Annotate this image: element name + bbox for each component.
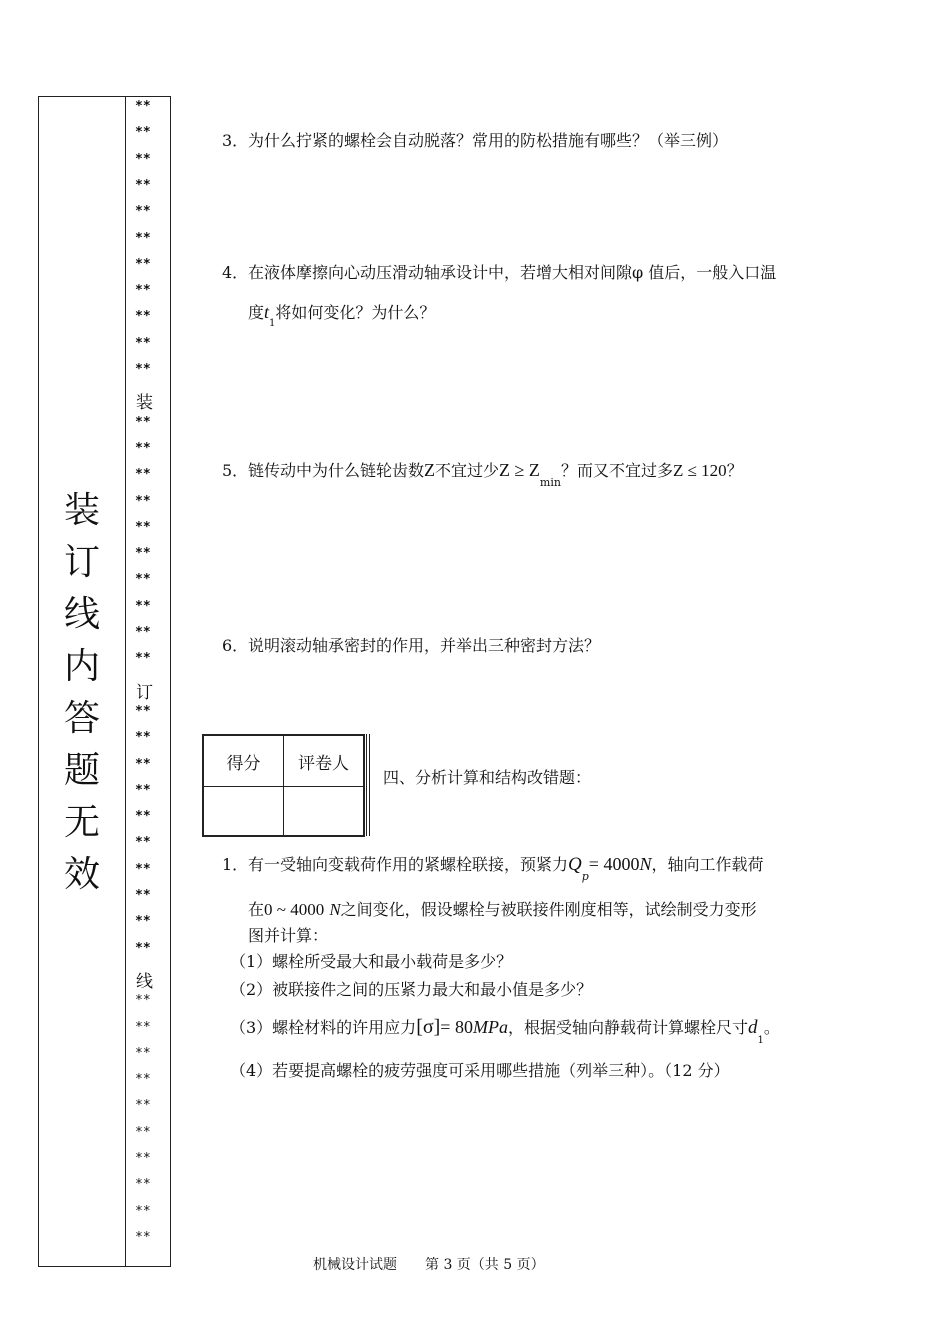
binding-star: ** <box>135 598 151 614</box>
page-footer <box>313 1254 545 1274</box>
binding-star: ** <box>135 651 151 667</box>
unit-n: N <box>329 900 341 919</box>
binding-star: ** <box>135 467 151 483</box>
binding-star: ** <box>135 125 151 141</box>
allowable-stress: [σ] <box>416 1016 441 1038</box>
load-range: 0 ~ 4000 <box>264 900 325 919</box>
question-4-line2 <box>248 300 436 329</box>
binding-mark-char: 装 <box>136 393 153 414</box>
divider-line <box>366 734 367 836</box>
binding-star: ** <box>135 204 151 220</box>
score-cell[interactable] <box>203 787 284 837</box>
question-number: 1． <box>222 855 249 874</box>
question-text: ？ <box>726 461 743 480</box>
binding-star: ** <box>135 1124 151 1140</box>
inequality-min: Z ≥ Z <box>499 460 540 480</box>
binding-star: ** <box>135 756 151 772</box>
subscript: p <box>581 870 589 883</box>
question-number: 6． <box>222 636 249 655</box>
sub-question-4: （4）若要提高螺栓的疲劳强度可采用哪些措施（列举三种）。（12 分） <box>230 1061 730 1080</box>
binding-star: ** <box>135 835 151 851</box>
question-text: 在液体摩擦向心动压滑动轴承设计中，若增大相对间隙φ 值后，一般入口温 <box>248 263 777 282</box>
score-table <box>202 734 365 837</box>
grader-header: 评卷人 <box>284 735 365 787</box>
footer-title: 机械设计试题 <box>313 1257 397 1273</box>
binding-char: 效 <box>63 854 100 895</box>
binding-star: ** <box>135 256 151 272</box>
question-6 <box>222 633 600 656</box>
question-text: 有一受轴向变载荷作用的紧螺栓联接，预紧力 <box>248 855 569 874</box>
variable-q: Q <box>568 854 582 875</box>
binding-star: ** <box>135 414 151 430</box>
binding-star: ** <box>135 1019 151 1035</box>
binding-star: ** <box>135 703 151 719</box>
binding-char: 装 <box>63 490 100 531</box>
variable-d: d <box>747 1017 758 1038</box>
binding-star: ** <box>135 1151 151 1166</box>
sub-question-3 <box>230 1015 780 1046</box>
binding-star: ** <box>135 572 151 588</box>
question-text: ，轴向工作载荷 <box>651 855 764 874</box>
unit-mpa: MPa <box>472 1017 508 1037</box>
question-text: 度 <box>248 303 265 322</box>
binding-star: ** <box>135 177 151 193</box>
binding-star: ** <box>135 335 151 351</box>
binding-star: ** <box>135 1098 151 1114</box>
question-text: 说明滚动轴承密封的作用，并举出三种密封方法？ <box>248 636 601 655</box>
question-number: 4． <box>222 263 249 282</box>
unit-n: N <box>639 854 652 874</box>
question-text: 之间变化，假设螺栓与被联接件刚度相等，试绘制受力变形 <box>340 900 757 919</box>
binding-char: 内 <box>63 646 100 687</box>
binding-star: ** <box>135 914 151 930</box>
equation-value: = 80 <box>440 1017 473 1037</box>
binding-star: ** <box>135 730 151 746</box>
binding-divider <box>125 96 126 1267</box>
binding-star: ** <box>135 493 151 509</box>
binding-mark-char: 线 <box>136 971 153 992</box>
binding-char: 答 <box>63 698 100 739</box>
binding-char: 题 <box>63 750 100 791</box>
score-header: 得分 <box>203 735 284 787</box>
question-5 <box>222 458 743 489</box>
binding-star: ** <box>135 888 151 903</box>
equation-value: = 4000 <box>588 854 640 874</box>
subscript: min <box>539 476 561 489</box>
question-text: 为什么拧紧的螺栓会自动脱落？常用的防松措施有哪些？（举三例） <box>248 131 729 150</box>
binding-star: ** <box>135 362 151 377</box>
binding-star: ** <box>135 1203 151 1219</box>
binding-char: 线 <box>63 594 100 635</box>
binding-star: ** <box>135 993 151 1009</box>
question-text: （3）螺栓材料的许用应力 <box>230 1018 417 1037</box>
binding-star: ** <box>135 809 151 825</box>
binding-star: ** <box>135 546 151 562</box>
question-text: ，根据受轴向静载荷计算螺栓尺寸 <box>507 1018 748 1037</box>
page-number: 第 3 页（共 5 页） <box>425 1257 545 1273</box>
binding-star: ** <box>135 1045 151 1061</box>
sub-question-2: （2）被联接件之间的压紧力最大和最小值是多少？ <box>230 980 593 999</box>
question-text: 。 <box>763 1018 780 1037</box>
question-text: ？而又不宜过多 <box>560 461 673 480</box>
binding-star: ** <box>135 99 151 114</box>
binding-star: ** <box>135 283 151 299</box>
binding-star: ** <box>135 309 151 325</box>
variable-t: t <box>264 302 270 322</box>
binding-notice <box>40 485 124 901</box>
binding-char: 无 <box>63 802 100 843</box>
question-text: 将如何变化？为什么？ <box>275 303 436 322</box>
binding-star: ** <box>135 1229 151 1245</box>
sub-question-1: （1）螺栓所受最大和最小载荷是多少？ <box>230 952 513 971</box>
section-title: 四、分析计算和结构改错题： <box>383 768 592 787</box>
binding-star: ** <box>135 1177 151 1193</box>
binding-star: ** <box>135 151 151 167</box>
problem-1-line3: 图并计算： <box>248 926 329 945</box>
binding-star: ** <box>135 519 151 535</box>
subscript: 1 <box>269 318 276 329</box>
binding-mark-char: 订 <box>136 682 153 703</box>
problem-1-line1 <box>222 852 764 883</box>
problem-1-line2 <box>248 897 757 920</box>
binding-star: ** <box>135 940 151 956</box>
binding-star: ** <box>135 625 151 640</box>
question-number: 3． <box>222 131 249 150</box>
question-text: 在 <box>248 900 265 919</box>
inequality-max: Z ≤ 120 <box>672 461 727 480</box>
binding-star: ** <box>135 861 151 877</box>
subscript: 1 <box>757 1035 764 1046</box>
binding-star: ** <box>135 1072 151 1088</box>
divider-line <box>369 734 370 836</box>
question-4 <box>222 260 776 283</box>
question-3 <box>222 128 728 151</box>
grader-cell[interactable] <box>284 787 365 837</box>
question-number: 5． <box>222 461 249 480</box>
binding-star: ** <box>135 440 151 456</box>
binding-star: ** <box>135 782 151 798</box>
binding-star: ** <box>135 230 151 246</box>
variable-z: Z <box>424 460 436 480</box>
question-text: 不宜过少 <box>435 461 500 480</box>
binding-char: 订 <box>63 542 100 583</box>
question-text: 链传动中为什么链轮齿数 <box>248 461 425 480</box>
